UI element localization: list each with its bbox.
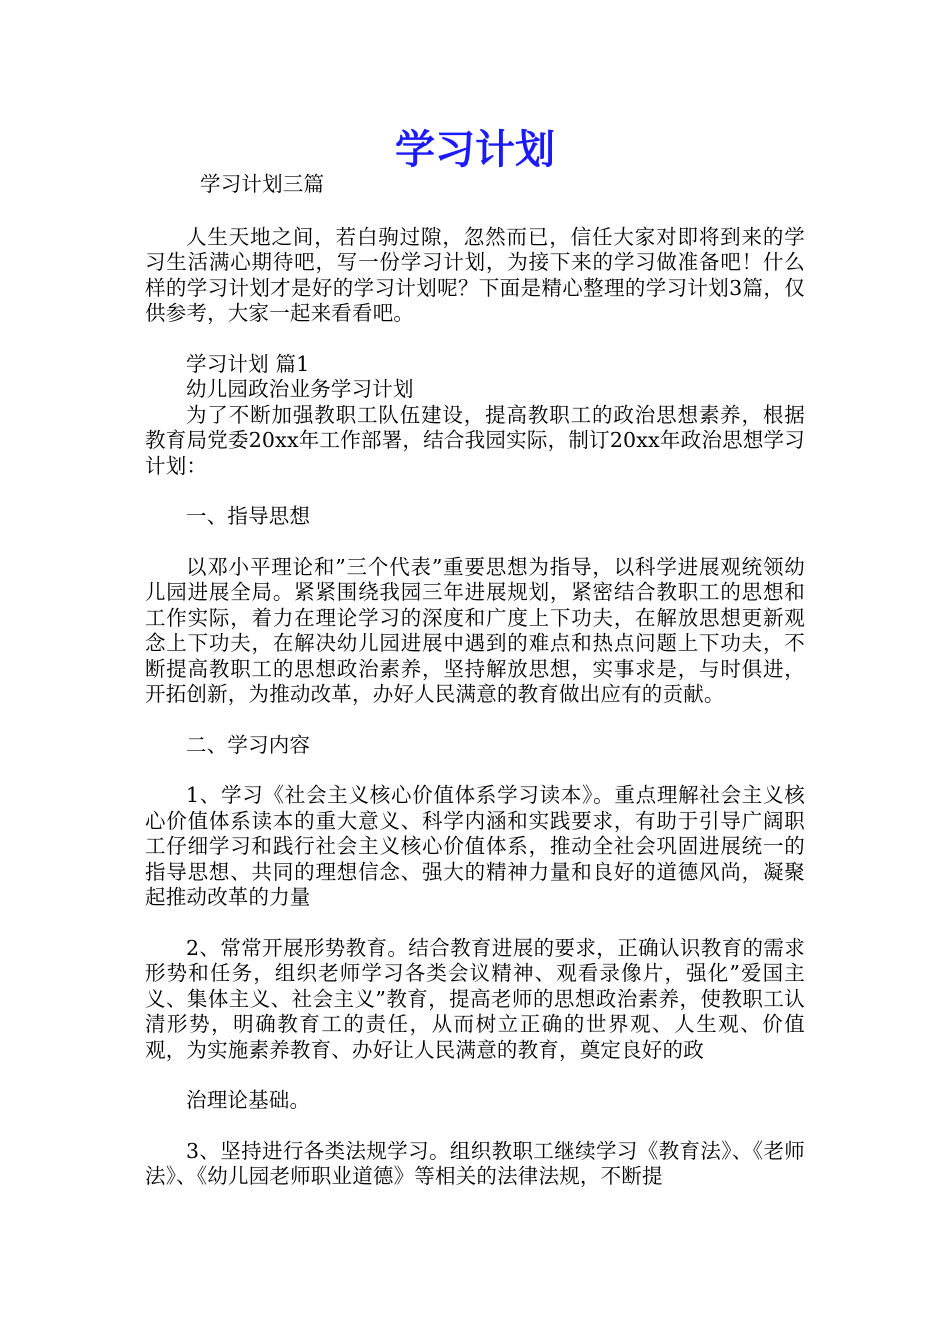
paragraph-content-3: 3、坚持进行各类法规学习。组织教职工继续学习《教育法》、《老师法》、《幼儿园老师职业道德》等相关的法律法规，不断提	[145, 1138, 805, 1188]
document-subtitle: 学习计划三篇	[200, 172, 325, 196]
document-title: 学习计划	[395, 127, 555, 173]
paragraph-content-1: 1、学习《社会主义核心价值体系学习读本》。重点理解社会主义核心价值体系读本的重大意义、科学内涵和实践要求，有助于引导广阔职工仔细学习和践行社会主义核心价值体系，推动全社会巩固进展统一的指导思想、共同的理想信念、强大的精神力量和良好的道德风尚，凝聚起推动改革的力量	[145, 783, 805, 909]
paragraph-content-2-continued: 治理论基础。	[186, 1088, 311, 1112]
heading-study-content: 二、学习内容	[186, 732, 311, 757]
section-label: 学习计划 篇1	[186, 351, 310, 376]
plan-heading: 幼儿园政治业务学习计划	[186, 377, 414, 401]
paragraph-guiding-ideology: 以邓小平理论和”三个代表”重要思想为指导，以科学进展观统领幼儿园进展全局。紧紧围绕我园三年进展规划，紧密结合教职工的思想和工作实际，着力在理论学习的深度和广度上下功夫，在解放思想更新观念上下功夫，在解决幼儿园进展中遇到的难点和热点问题上下功夫，不断提高教职工的思想政治素养，坚持解放思想，实事求是，与时俱进，开拓创新，为推动改革，办好人民满意的教育做出应有的贡献。	[145, 554, 805, 706]
paragraph-intro: 人生天地之间，若白驹过隙，忽然而已，信任大家对即将到来的学习生活满心期待吧，写一份学习计划，为接下来的学习做准备吧！什么样的学习计划才是好的学习计划呢？下面是精心整理的学习计划3篇，仅供参考，大家一起来看看吧。	[145, 224, 805, 325]
document-body	[145, 172, 805, 1190]
heading-guiding-ideology: 一、指导思想	[186, 504, 311, 528]
paragraph-purpose: 为了不断加强教职工队伍建设，提高教职工的政治思想素养，根据教育局党委20xx年工作部署，结合我园实际，制订20xx年政治思想学习计划：	[145, 402, 805, 478]
paragraph-content-2: 2、常常开展形势教育。结合教育进展的要求，正确认识教育的需求形势和任务，组织老师学习各类会议精神、观看录像片，强化”爱国主义、集体主义、社会主义”教育，提高老师的思想政治素养，使教职工认清形势，明确教育工的责任，从而树立正确的世界观、人生观、价值观，为实施素养教育、办好让人民满意的教育，奠定良好的政	[145, 935, 805, 1062]
